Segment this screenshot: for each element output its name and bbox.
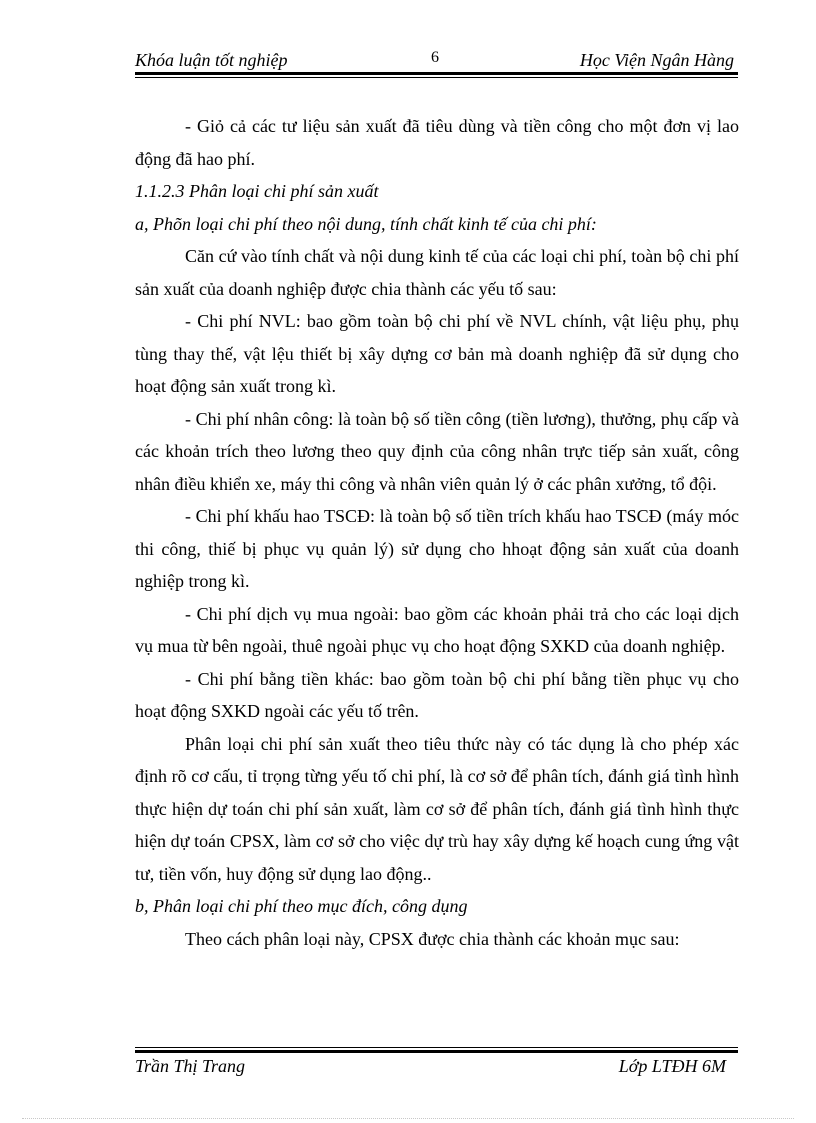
paragraph-depreciation-cost: - Chi phí khấu hao TSCĐ: là toàn bộ số tiền trích khấu hao TSCĐ (máy móc thi công, thiế bị phục vụ quản lý) sử dụng cho hhoạt động sản xuất của doanh nghiệp trong kì. [135,506,739,591]
footer-class: Lớp LTĐH 6M [618,1056,726,1076]
footer-author: Trần Thị Trang [135,1056,246,1076]
paragraph-material-cost: - Chi phí NVL: bao gồm toàn bộ chi phí về NVL chính, vật liệu phụ, phụ tùng thay thế, vật lệu thiết bị xây dựng cơ bản mà doanh nghiệp đã sử dụng cho hoạt động sản xuất trong kì. [135,311,739,396]
paragraph-classification-purpose: Phân loại chi phí sản xuất theo tiêu thức này có tác dụng là cho phép xác định rõ cơ cấu, tỉ trọng từng yếu tố chi phí, là cơ sở để phân tích, đánh giá tình hình thực hiện dự toán chi phí sản xuất, làm cơ sở để phân tích, đánh giá tình hình thực hiện dự toán CPSX, làm cơ sở cho việc dự trù hay xây dựng kế hoạch cung ứng vật tư, tiền vốn, huy động sử dụng lao động.. [135,733,739,884]
header-double-rule [135,72,738,78]
footer-double-rule [135,1047,738,1053]
paragraph-intro: Căn cứ vào tính chất và nội dung kinh tế của các loại chi phí, toàn bộ chi phí sản xuất của doanh nghiệp được chia thành các yếu tố sau: [135,246,739,299]
header-thesis-label: Khóa luận tốt nghiệp [135,50,288,70]
paragraph-cost-items-intro: Theo cách phân loại này, CPSX được chia thành các khoản mục sau: [185,928,680,949]
paragraph-labor-cost: - Chi phí nhân công: là toàn bộ số tiền công (tiền lương), thưởng, phụ cấp và các khoản trích theo lương theo quy định của công nhân trực tiếp sản xuất, công nhân điều khiển xe, máy thi công và nhân viên quản lý ở các phân xưởng, tổ đội. [135,408,739,494]
subheading-a: a, Phõn loại chi phí theo nội dung, tính chất kinh tế của chi phí: [135,213,597,234]
section-heading-1-1-2-3: 1.1.2.3 Phân loại chi phí sản xuất [135,181,379,201]
subheading-b: b, Phân loại chi phí theo mục đích, công dụng [135,896,468,916]
page-footer [135,1054,738,1078]
paragraph-outsourced-services: - Chi phí dịch vụ mua ngoài: bao gồm các khoản phải trả cho các loại dịch vụ mua từ bên ngoài, thuê ngoài phục vụ cho hoạt động SXKD của doanh nghiệp. [135,603,739,656]
page-bottom-edge [22,1118,794,1119]
page-header [135,48,738,72]
document-body [135,110,739,955]
page-number: 6 [431,49,439,66]
paragraph-other-cash-cost: - Chi phí bằng tiền khác: bao gồm toàn bộ chi phí bằng tiền phục vụ cho hoạt động SXKD ngoài các yếu tố trên. [135,668,739,721]
paragraph-price-note: - Giỏ cả các tư liệu sản xuất đã tiêu dùng và tiền công cho một đơn vị lao động đã hao phí. [135,116,739,169]
header-institution: Học Viện Ngân Hàng [579,50,734,70]
